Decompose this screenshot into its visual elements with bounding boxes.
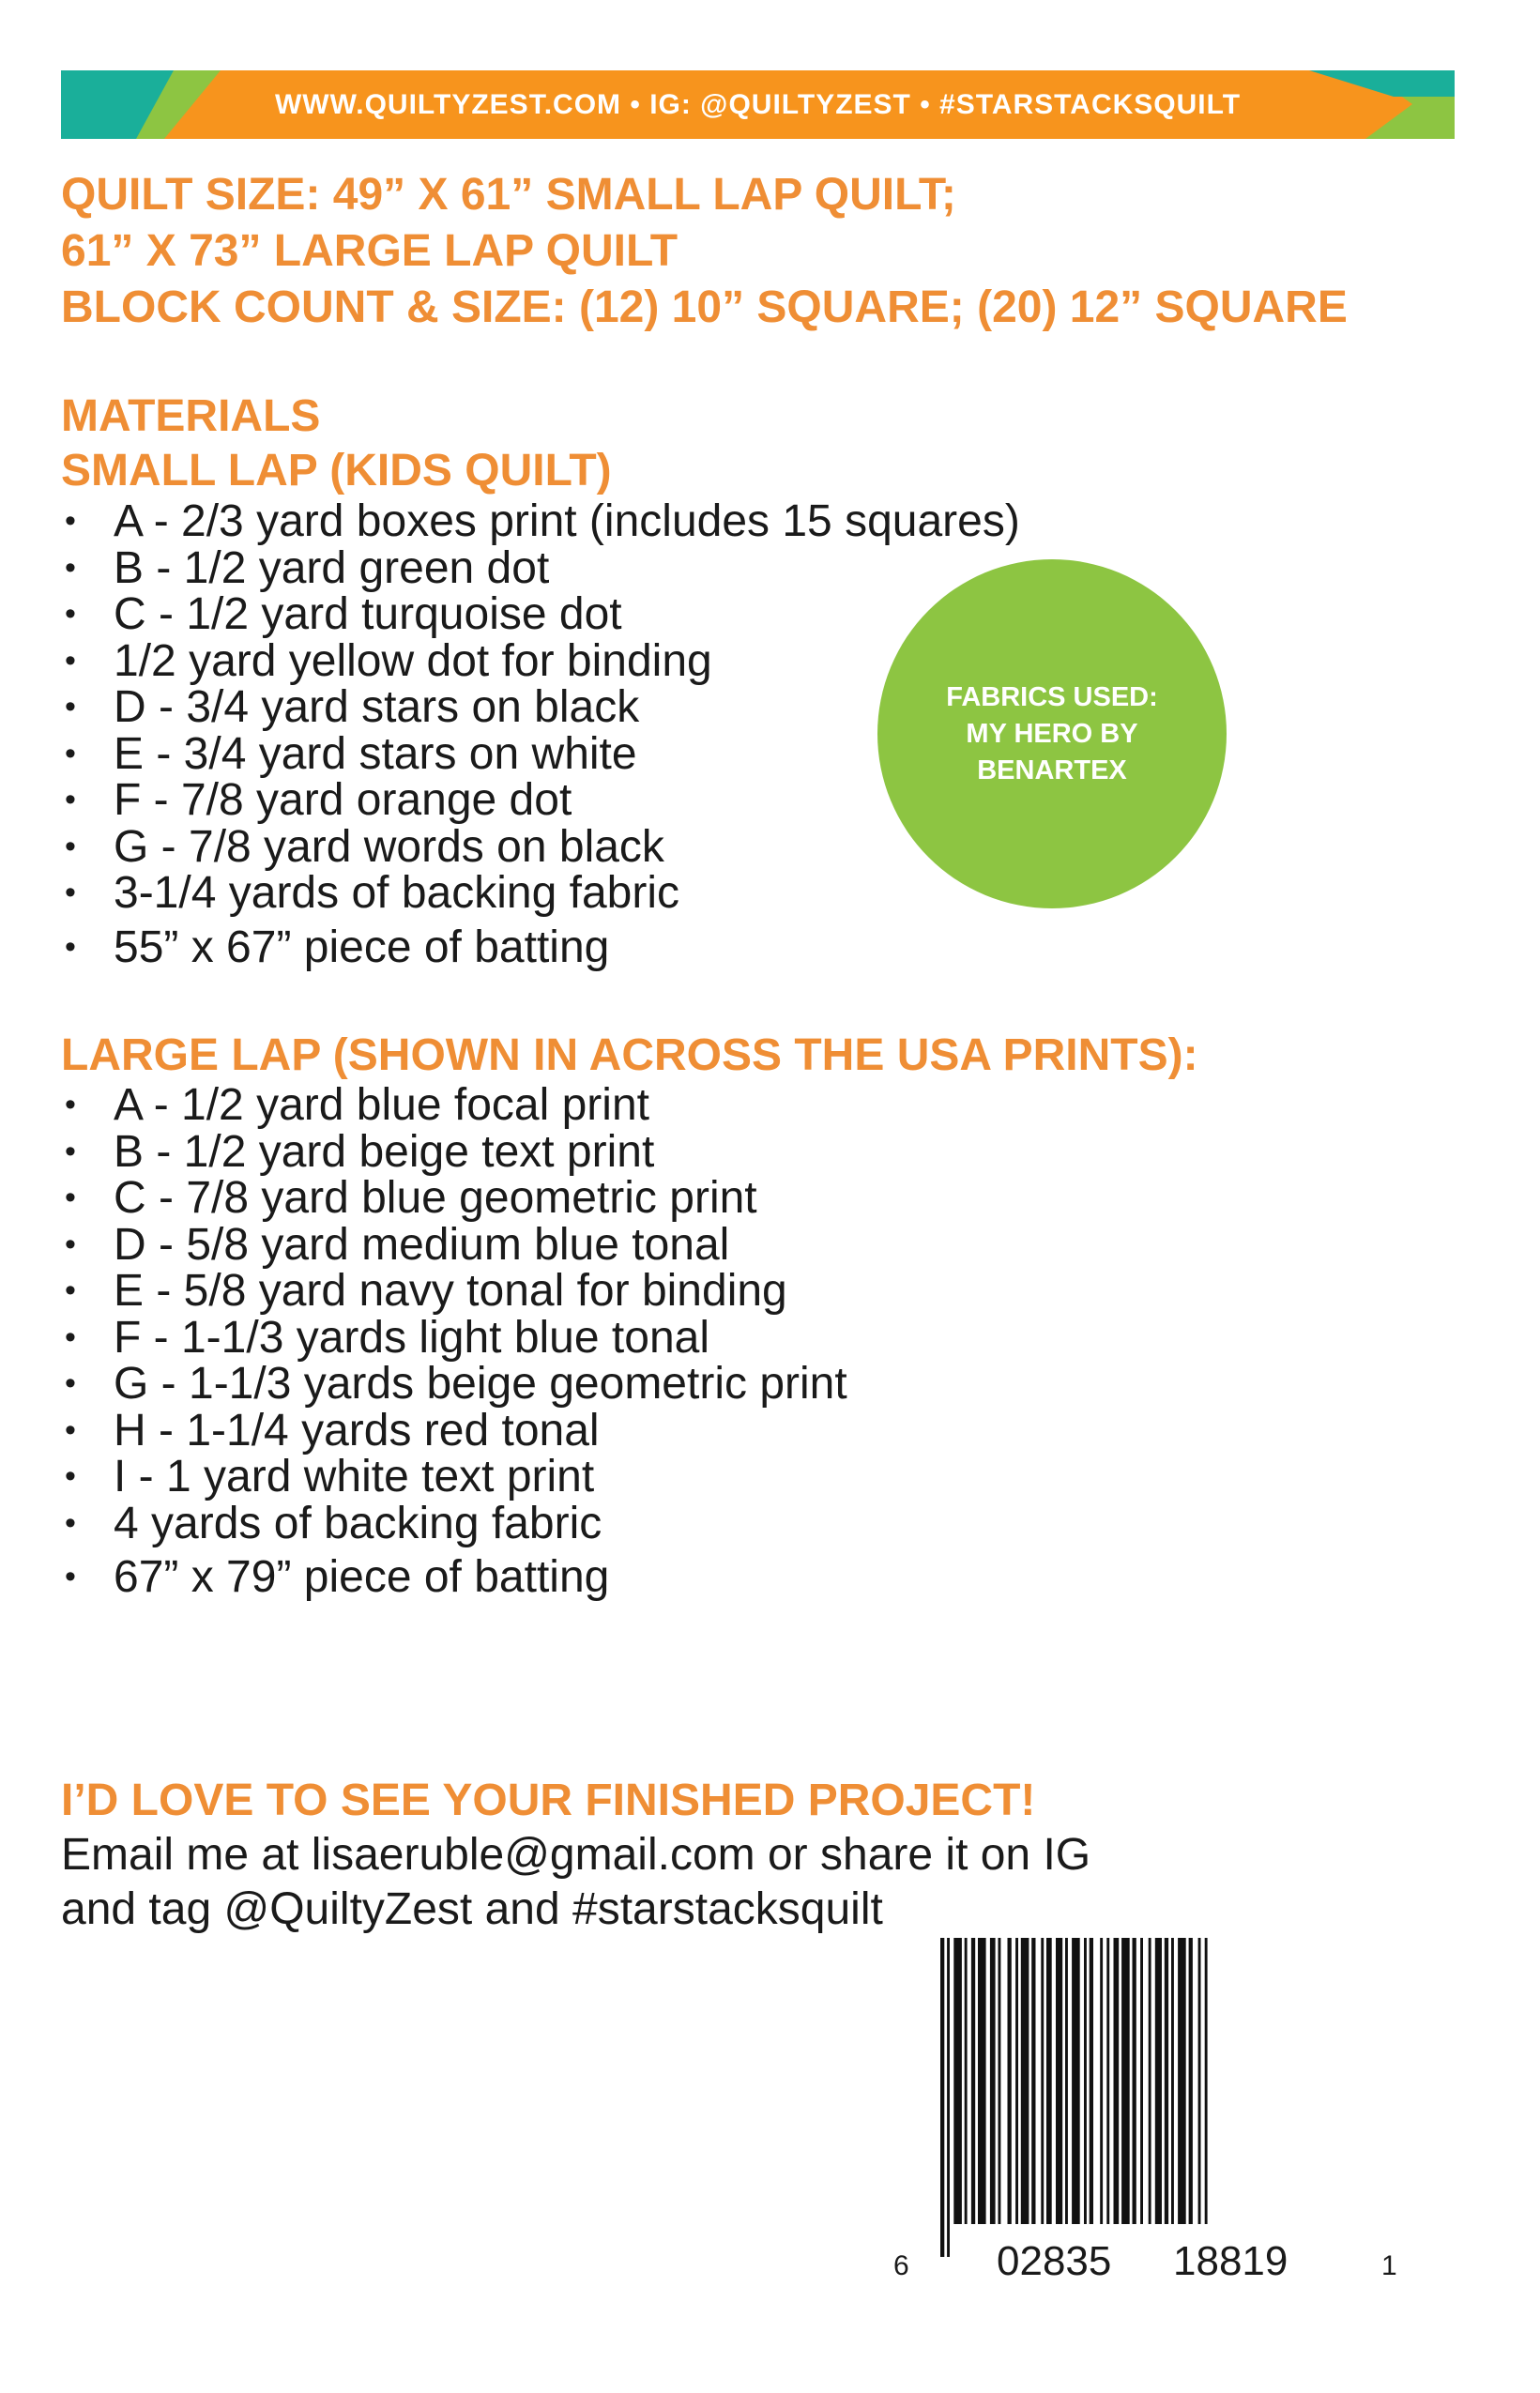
- barcode-bar: [1031, 1938, 1035, 2224]
- barcode-bar: [965, 1938, 968, 2224]
- list-item: • 4 yards of backing fabric: [61, 1501, 1198, 1547]
- barcode-bar: [947, 1938, 950, 2257]
- list-item: • C - 1/2 yard turquoise dot: [61, 591, 1020, 638]
- closing-section: [61, 1774, 1090, 1937]
- barcode-bar: [971, 1938, 975, 2224]
- barcode-bar: [1205, 1938, 1208, 2224]
- materials-heading: MATERIALS: [61, 391, 321, 441]
- list-item: • F - 1-1/3 yards light blue tonal: [61, 1315, 1198, 1362]
- small-lap-list: [61, 498, 1020, 970]
- quilt-info: [61, 167, 1348, 336]
- large-lap-list: [61, 1082, 1198, 1601]
- list-item: • G - 1-1/3 yards beige geometric print: [61, 1361, 1198, 1408]
- list-item: • 1/2 yard yellow dot for binding: [61, 638, 1020, 685]
- barcode-left-group: 02835: [997, 2238, 1112, 2284]
- quilt-size-line-1: QUILT SIZE: 49” X 61” SMALL LAP QUILT;: [61, 170, 956, 220]
- barcode-bar: [1015, 1938, 1018, 2224]
- list-item: • B - 1/2 yard green dot: [61, 545, 1020, 592]
- barcode-lead-digit: 6: [893, 2250, 909, 2281]
- list-item: • C - 7/8 yard blue geometric print: [61, 1175, 1198, 1222]
- badge-line-3: BENARTEX: [977, 754, 1127, 785]
- list-item: • I - 1 yard white text print: [61, 1454, 1198, 1501]
- barcode-bar: [1084, 1938, 1087, 2224]
- barcode-bar: [1133, 1938, 1136, 2224]
- barcode-bar: [1149, 1938, 1151, 2224]
- barcode-bar: [1171, 1938, 1174, 2224]
- barcode-bar: [1140, 1938, 1143, 2224]
- barcode-bar: [953, 1938, 962, 2224]
- list-item: • 67” x 79” piece of batting: [61, 1554, 1198, 1601]
- barcode-bar: [1021, 1938, 1029, 2224]
- barcode-bar: [1106, 1938, 1109, 2224]
- barcode-bar: [1065, 1938, 1068, 2224]
- list-item: • G - 7/8 yard words on black: [61, 824, 1020, 871]
- quilt-size-line-2: 61” X 73” LARGE LAP QUILT: [61, 226, 679, 276]
- barcode-bar: [1090, 1938, 1093, 2224]
- list-item: • H - 1-1/4 yards red tonal: [61, 1408, 1198, 1455]
- list-item: • E - 3/4 yard stars on white: [61, 731, 1020, 778]
- list-item: • D - 5/8 yard medium blue tonal: [61, 1222, 1198, 1269]
- list-item: • E - 5/8 yard navy tonal for binding: [61, 1268, 1198, 1315]
- list-item: • A - 1/2 yard blue focal print: [61, 1082, 1198, 1129]
- barcode-bar: [1056, 1938, 1062, 2224]
- barcode-bar: [999, 1938, 1001, 2224]
- barcode-bar: [1114, 1938, 1120, 2224]
- barcode-bar: [990, 1938, 996, 2224]
- banner-text: WWW.QUILTYZEST.COM • IG: @QUILTYZEST • #STARSTACKSQUILT: [274, 89, 1242, 120]
- barcode-bar: [1121, 1938, 1130, 2224]
- fabrics-used-badge: [877, 559, 1227, 908]
- barcode-bar: [1165, 1938, 1168, 2224]
- badge-line-1: FABRICS USED:: [946, 681, 1158, 712]
- small-lap-heading: SMALL LAP (KIDS QUILT): [61, 446, 612, 495]
- closing-line-1: Email me at lisaeruble@gmail.com or share it on IG: [61, 1830, 1091, 1880]
- block-count-line: BLOCK COUNT & SIZE: (12) 10” SQUARE; (20) 12” SQUARE: [61, 282, 1348, 332]
- large-lap-section: [61, 1029, 1198, 1601]
- barcode-bar: [1072, 1938, 1080, 2224]
- upc-barcode: [892, 1938, 1398, 2285]
- large-lap-heading: LARGE LAP (SHOWN IN ACROSS THE USA PRINTS):: [61, 1030, 1198, 1080]
- barcode-bar: [1198, 1938, 1201, 2224]
- list-item: • 55” x 67” piece of batting: [61, 924, 1020, 971]
- barcode-bar: [1008, 1938, 1012, 2224]
- barcode-bar: [978, 1938, 986, 2224]
- barcode-bar: [1189, 1938, 1193, 2224]
- barcode-check-digit: 1: [1381, 2250, 1397, 2281]
- barcode-bar: [1046, 1938, 1052, 2224]
- barcode-bar: [1155, 1938, 1162, 2224]
- list-item: • A - 2/3 yard boxes print (includes 15 squares): [61, 498, 1020, 545]
- list-item: • B - 1/2 yard beige text print: [61, 1129, 1198, 1176]
- barcode-right-group: 18819: [1173, 2238, 1288, 2284]
- list-item: • F - 7/8 yard orange dot: [61, 777, 1020, 824]
- barcode-bar: [1041, 1938, 1044, 2224]
- closing-heading: I’D LOVE TO SEE YOUR FINISHED PROJECT!: [61, 1776, 1036, 1825]
- list-item: • D - 3/4 yard stars on black: [61, 684, 1020, 731]
- materials-section: [61, 389, 1020, 970]
- badge-line-2: MY HERO BY: [966, 718, 1138, 749]
- barcode-bars: [892, 1938, 1398, 2285]
- closing-line-2: and tag @QuiltyZest and #starstacksquilt: [61, 1884, 883, 1934]
- list-item: • 3-1/4 yards of backing fabric: [61, 870, 1020, 917]
- barcode-bar: [940, 1938, 944, 2257]
- barcode-bar: [1178, 1938, 1186, 2224]
- barcode-bar: [1100, 1938, 1103, 2224]
- header-banner: [61, 70, 1455, 139]
